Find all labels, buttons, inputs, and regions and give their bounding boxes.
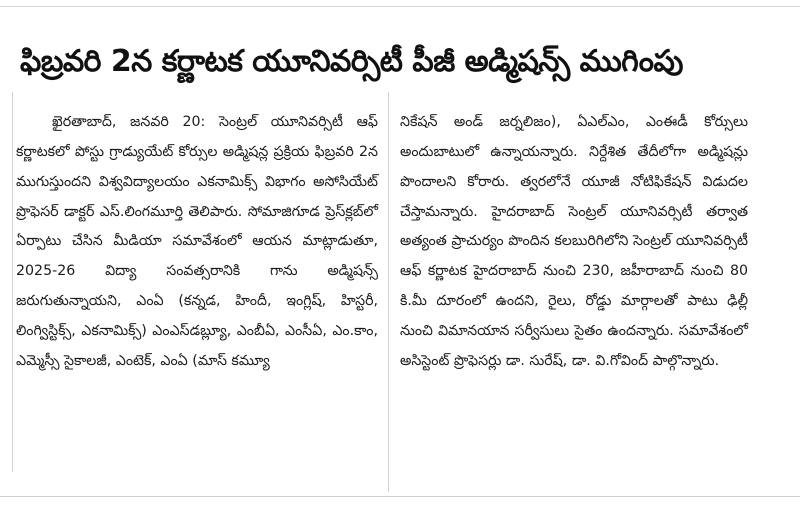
article-body-right-column: నికేషన్ అండ్ జర్నలిజం), ఏఎల్ఎం, ఎంఈడీ కోర్సులు అందుబాటులో ఉన్నాయన్నారు. నిర్దేశిత తేదీలోగా అడ్మిషన్లు పొందాలని కోరారు. త్వరలోనే యూజీ నోటిఫికేషన్ విడుదల చేస్తామన్నారు. హైదరాబాద్ సెంట్రల్ యూనివర్సిటీ తర్వాత అత్యంత ప్రాచుర్యం పొందిన కలబురిగిలోని సెంట్రల్ యూనివర్సిటీ ఆఫ్ కర్ణాటక హైదరాబాద్ నుంచి 230, జహీరాబాద్ నుంచి 80 కి.మీ దూరంలో ఉందని, రైలు, రోడ్డు మార్గాలతో పాటు ఢిల్లీ నుంచి విమానయాన సర్వీసులు సైతం ఉందన్నారు. సమావేశంలో అసిస్టెంట్ ప్రొఫెసర్లు డా. సురేష్, డా. వి.గోవింద్ పాల్గొన్నారు.	[400, 114, 748, 369]
article-body-left-column: ఖైరతాబాద్, జనవరి 20: సెంట్రల్ యూనివర్సిటీ ఆఫ్ కర్ణాటకలో పోస్టు గ్రాడ్యుయేట్ కోర్సుల అడ్మిషన్ల ప్రక్రియ ఫిబ్రవరి 2న ముగుస్తుందని విశ్వవిద్యాలయం ఎకనామిక్స్ విభాగం అసోసియేట్ ప్రొఫెసర్ డాక్టర్ ఎస్.లింగమూర్తి తెలిపారు. సోమాజిగూడ ప్రెస్‌క్లబ్‌లో ఏర్పాటు చేసిన మీడియా సమావేశంలో ఆయన మాట్లాడుతూ, 2025-26 విద్యా సంవత్సరానికి గాను అడ్మిషన్స్ జరుగుతున్నాయని, ఎంఏ (కన్నడ, హిందీ, ఇంగ్లిష్, హిస్టరీ, లింగ్విస్టిక్స్, ఎకనామిక్స్) ఎంఎస్‌డబ్ల్యూ, ఎంబీఏ, ఎంసీఏ, ఎం.కాం, ఎమ్మెస్సీ సైకాలజీ, ఎంటెక్, ఎంఏ (మాస్ కమ్యూ	[16, 114, 378, 369]
top-divider	[0, 6, 800, 7]
column-divider	[388, 92, 389, 492]
left-column-border	[12, 92, 13, 472]
article-headline: ఫిబ్రవరి 2న కర్ణాటక యూనివర్సిటీ పీజీ అడ్మిషన్స్ ముగింపు	[20, 44, 683, 80]
bottom-divider	[0, 496, 800, 497]
